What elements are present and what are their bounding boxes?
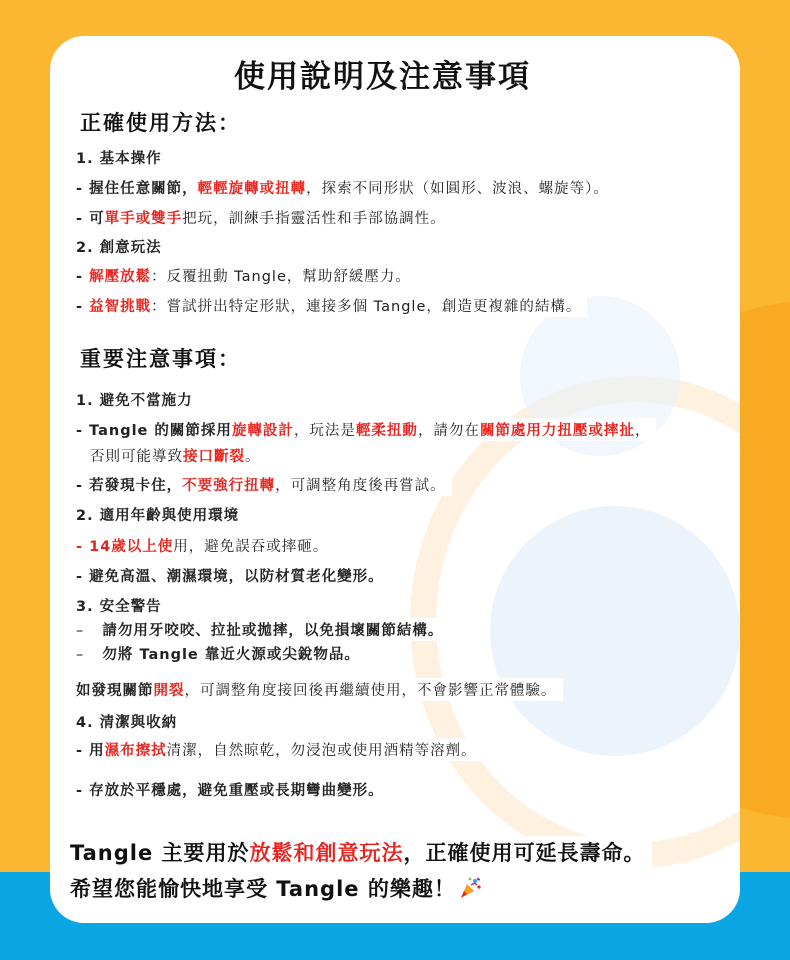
text: ，請勿在 — [417, 423, 480, 439]
correct-usage-heading: 正確使用方法： — [74, 106, 247, 138]
important-s2-line2: - 避免高溫、潮濕環境，以防材質老化變形。 — [70, 564, 390, 587]
usage-s2-line2 — [70, 294, 587, 317]
text: ：反覆扭動 Tangle，幫助舒緩壓力。 — [151, 269, 411, 285]
highlight: 輕輕旋轉或扭轉 — [197, 181, 307, 197]
text: 否則可能導致 — [90, 449, 183, 465]
text: - 用 — [76, 743, 105, 759]
text: ，探索不同形狀（如圓形、波浪、螺旋等）。 — [306, 181, 609, 197]
important-crack-note — [70, 678, 563, 701]
footer-line1 — [64, 836, 652, 868]
important-s2-line1 — [70, 534, 334, 557]
important-heading: 重要注意事項： — [74, 342, 247, 374]
text: 把玩，訓練手指靈活性和手部協調性。 — [182, 211, 446, 227]
text: - 若發現卡住， — [76, 478, 183, 494]
important-s1-line1 — [70, 418, 656, 441]
text: ，可調整角度後再嘗試。 — [275, 478, 446, 494]
important-s4-line1 — [70, 738, 483, 761]
usage-s1-heading: 1. 基本操作 — [70, 146, 168, 169]
highlight: 不要強行扭轉 — [182, 478, 276, 494]
footer-line2 — [64, 872, 488, 904]
text: 希望您能愉快地享受 Tangle 的樂趣！ — [70, 877, 456, 901]
important-s1-line3 — [70, 473, 452, 496]
dash: – — [76, 623, 85, 639]
highlight: 關節處用力扭壓或摔扯 — [479, 423, 635, 439]
highlight: 開裂 — [153, 683, 185, 699]
text: 用，避免誤吞或摔砸。 — [173, 539, 329, 555]
text: - Tangle 的關節採用 — [76, 423, 232, 439]
important-s2-heading: 2. 適用年齡與使用環境 — [70, 503, 245, 526]
text: Tangle 主要用於 — [70, 841, 250, 865]
text: ，可調整角度接回後再繼續使用，不會影響正常體驗。 — [184, 683, 557, 699]
page-title: 使用說明及注意事項 — [228, 50, 537, 97]
highlight: 益智挑戰 — [89, 299, 152, 315]
text: - — [76, 299, 90, 315]
important-s3-line1 — [70, 618, 449, 641]
important-s3-heading: 3. 安全警告 — [70, 594, 168, 617]
important-s1-heading: 1. 避免不當施力 — [70, 388, 199, 411]
highlight: 濕布擦拭 — [104, 743, 167, 759]
dash: – — [76, 647, 85, 663]
text: ，玩法是 — [293, 423, 356, 439]
text: - 握住任意關節， — [76, 181, 198, 197]
highlight: 解壓放鬆 — [89, 269, 152, 285]
usage-s1-line1 — [70, 176, 615, 199]
usage-s2-heading: 2. 創意玩法 — [70, 235, 168, 258]
important-s4-heading: 4. 清潔與收納 — [70, 710, 183, 733]
important-s3-line2 — [70, 642, 366, 665]
highlight: 輕柔扭動 — [355, 423, 418, 439]
watermark-blob — [490, 506, 740, 756]
highlight: 放鬆和創意玩法 — [249, 841, 404, 865]
usage-s2-line1 — [70, 264, 417, 287]
important-s4-line2: - 存放於平穩處，避免重壓或長期彎曲變形。 — [70, 778, 390, 801]
highlight: 旋轉設計 — [231, 423, 294, 439]
text: ，正確使用可延長壽命。 — [403, 841, 646, 865]
text: 如發現關節 — [76, 683, 154, 699]
highlight: 接口斷裂 — [183, 449, 245, 465]
party-popper-icon — [458, 876, 482, 900]
text: 清潔，自然晾乾，勿浸泡或使用酒精等溶劑。 — [166, 743, 477, 759]
text: 勿將 Tangle 靠近火源或尖銳物品。 — [102, 647, 360, 663]
highlight: 單手或雙手 — [104, 211, 183, 227]
instruction-card — [50, 36, 740, 923]
important-s1-line2 — [84, 444, 267, 467]
text: ， — [634, 423, 651, 439]
text: - 可 — [76, 211, 105, 227]
highlight: - 14歲以上使 — [76, 539, 174, 555]
text: 。 — [245, 449, 261, 465]
usage-s1-line2 — [70, 206, 452, 229]
text: 請勿用牙咬咬、拉扯或拋摔，以免損壞關節結構。 — [102, 623, 444, 639]
text: ：嘗試拼出特定形狀，連接多個 Tangle，創造更複雜的結構。 — [151, 299, 582, 315]
text: - — [76, 269, 90, 285]
